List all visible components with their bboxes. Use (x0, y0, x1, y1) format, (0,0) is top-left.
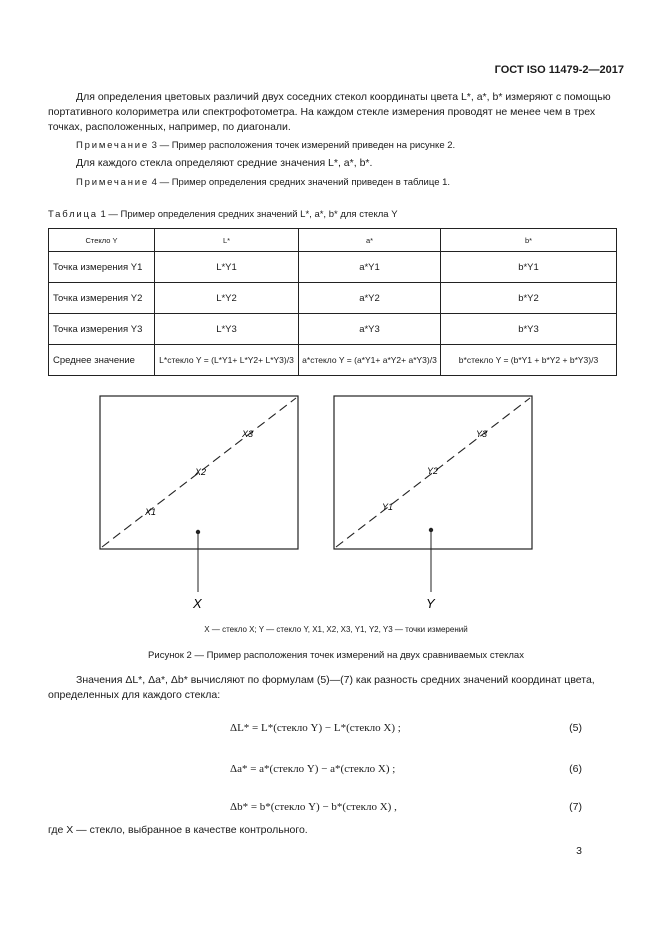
table-header-row (49, 229, 617, 252)
table-header-cell: a* (299, 229, 441, 252)
note-4 (48, 175, 624, 190)
table-cell: a*Y1 (299, 252, 441, 283)
table-cell: b*стекло Y = (b*Y1 + b*Y2 + b*Y3)/3 (441, 345, 617, 376)
table-row (49, 345, 617, 376)
table-cell: a*стекло Y = (a*Y1+ a*Y2+ a*Y3)/3 (299, 345, 441, 376)
note-3-label: Примечание (76, 140, 149, 151)
table-cell: L*стекло Y = (L*Y1+ L*Y2+ L*Y3)/3 (155, 345, 299, 376)
table-row (49, 283, 617, 314)
glass-y-label: Y (426, 596, 435, 611)
table-caption-label: Таблица (48, 209, 98, 220)
measurement-table (48, 228, 617, 376)
table-row (49, 314, 617, 345)
table-caption-text: 1 — Пример определения средних значений L*, a*, b* для стекла Y (100, 209, 398, 220)
table-cell: L*Y2 (155, 283, 299, 314)
formula-5-number: (5) (569, 722, 582, 734)
point-x2-label: X2 (195, 467, 207, 477)
table-cell: L*Y1 (155, 252, 299, 283)
table-cell: a*Y3 (299, 314, 441, 345)
note-4-text: 4 — Пример определения средних значений приведен в таблице 1. (151, 177, 451, 188)
table-row (49, 252, 617, 283)
point-y1-label: Y1 (382, 502, 394, 512)
table-cell: b*Y3 (441, 314, 617, 345)
note-4-label: Примечание (76, 177, 149, 188)
note-3 (48, 138, 624, 153)
table-cell: Среднее значение (49, 345, 155, 376)
point-x3-label: X3 (242, 429, 254, 439)
table-cell: L*Y3 (155, 314, 299, 345)
table-header-cell: b* (441, 229, 617, 252)
formula-5: ΔL* = L*(стекло Y) − L*(стекло X) ; (230, 722, 401, 734)
table-cell: b*Y2 (441, 283, 617, 314)
formula-6-number: (6) (569, 763, 582, 775)
formula-7: Δb* = b*(стекло Y) − b*(стекло X) , (230, 801, 397, 813)
glass-x-label: X (193, 596, 202, 611)
table-cell: Точка измерения Y2 (49, 283, 155, 314)
page-number: 3 (576, 845, 582, 857)
point-y2-label: Y2 (427, 466, 439, 476)
formula-6: Δa* = a*(стекло Y) − a*(стекло X) ; (230, 763, 396, 775)
mean-values-paragraph: Для каждого стекла определяют средние значения L*, a*, b*. (76, 157, 373, 169)
formulas-intro: Значения ΔL*, Δa*, Δb* вычисляют по формулам (5)—(7) как разность средних значений координат цвета, определенных для каждого стекла: (48, 674, 595, 701)
document-code: ГОСТ ISO 11479-2—2017 (494, 64, 624, 76)
point-y3-label: Y3 (476, 429, 488, 439)
note-3-text: 3 — Пример расположения точек измерений приведен на рисунке 2. (151, 140, 456, 151)
table-cell: b*Y1 (441, 252, 617, 283)
figure-caption: Рисунок 2 — Пример расположения точек измерений на двух сравниваемых стеклах (148, 650, 524, 661)
table-caption (48, 209, 398, 220)
table-header-cell: Стекло Y (49, 229, 155, 252)
formulas-outro: где X — стекло, выбранное в качестве контрольного. (48, 824, 308, 836)
figure-legend: X — стекло X; Y — стекло Y, X1, X2, X3, Y1, Y2, Y3 — точки измерений (204, 625, 468, 634)
table-cell: a*Y2 (299, 283, 441, 314)
table-cell: Точка измерения Y3 (49, 314, 155, 345)
table-cell: Точка измерения Y1 (49, 252, 155, 283)
figure-2-diagram (40, 390, 600, 620)
point-x1-label: X1 (145, 507, 157, 517)
table-header-cell: L* (155, 229, 299, 252)
formula-7-number: (7) (569, 801, 582, 813)
intro-paragraph: Для определения цветовых различий двух соседних стекол координаты цвета L*, a*, b* измеряют с помощью портативного колориметра или спектрофотометра. На каждом стекле измерения проводят не менее чем в трех точках, расположенных, например, по диагонали. (48, 91, 611, 133)
